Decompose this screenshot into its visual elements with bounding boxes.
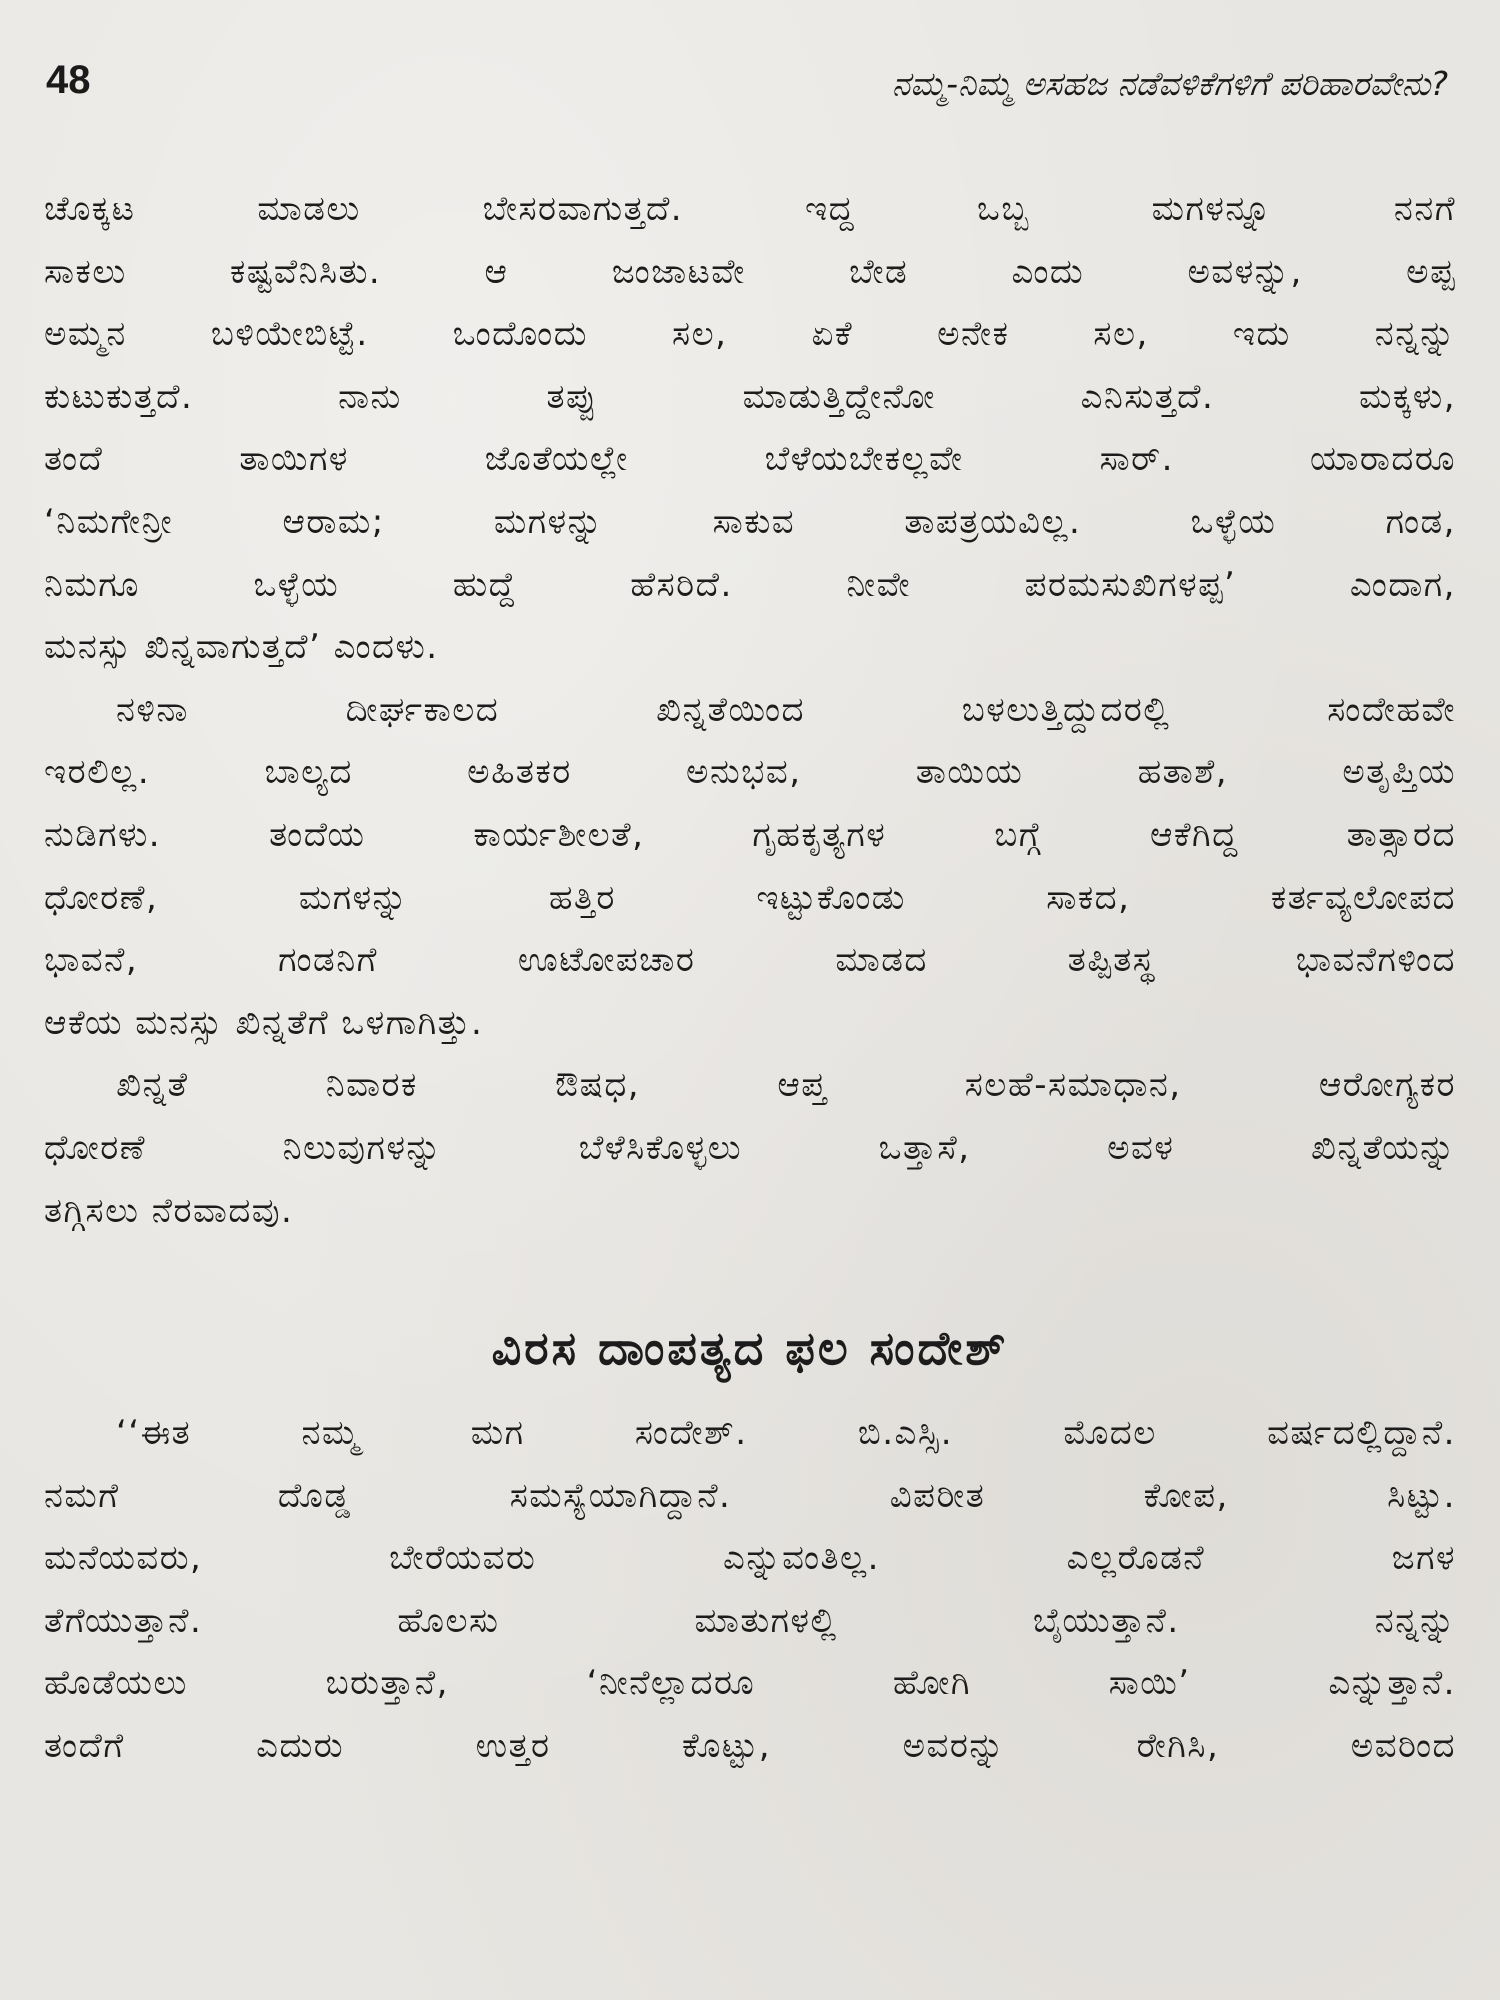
text-line: ಚೊಕ್ಕಟ ಮಾಡಲು ಬೇಸರವಾಗುತ್ತದೆ. ಇದ್ದ ಒಬ್ಬ ಮಗಳನ್ನೂ ನನಗೆ (44, 189, 1456, 229)
text-line: ತಂದೆ ತಾಯಿಗಳ ಜೊತೆಯಲ್ಲೇ ಬೆಳೆಯಬೇಕಲ್ಲವೇ ಸಾರ್. ಯಾರಾದರೂ (44, 439, 1456, 480)
paragraph-1 (44, 178, 1456, 679)
text-line: ಮನೆಯವರು, ಬೇರೆಯವರು ಎನ್ನುವಂತಿಲ್ಲ. ಎಲ್ಲರೊಡನೆ ಜಗಳ (44, 1538, 1456, 1579)
text-line: ಹೊಡೆಯಲು ಬರುತ್ತಾನೆ, ‘ನೀನೆಲ್ಲಾದರೂ ಹೋಗಿ ಸಾಯಿ’ ಎನ್ನುತ್ತಾನೆ. (44, 1663, 1456, 1704)
body-text (44, 178, 1456, 1778)
text-line: ಸಾಕಲು ಕಷ್ಟವೆನಿಸಿತು. ಆ ಜಂಜಾಟವೇ ಬೇಡ ಎಂದು ಅವಳನ್ನು, ಅಪ್ಪ (44, 251, 1456, 292)
text-line: ತೆಗೆಯುತ್ತಾನೆ. ಹೊಲಸು ಮಾತುಗಳಲ್ಲಿ ಬೈಯುತ್ತಾನೆ. ನನ್ನನ್ನು (44, 1600, 1456, 1641)
text-line: ತಗ್ಗಿಸಲು ನೆರವಾದವು. (44, 1190, 294, 1231)
text-line: ‘‘ಈತ ನಮ್ಮ ಮಗ ಸಂದೇಶ್. ಬಿ.ಎಸ್ಸಿ. ಮೊದಲ ವರ್ಷದಲ್ಲಿದ್ದಾನೆ. (116, 1413, 1456, 1454)
text-line: ಧೋರಣೆ ನಿಲುವುಗಳನ್ನು ಬೆಳೆಸಿಕೊಳ್ಳಲು ಒತ್ತಾಸೆ, ಅವಳ ಖಿನ್ನತೆಯನ್ನು (44, 1127, 1456, 1168)
text-line: ಇರಲಿಲ್ಲ. ಬಾಲ್ಯದ ಅಹಿತಕರ ಅನುಭವ, ತಾಯಿಯ ಹತಾಶೆ, ಅತೃಪ್ತಿಯ (44, 752, 1456, 793)
text-line: ಭಾವನೆ, ಗಂಡನಿಗೆ ಊಟೋಪಚಾರ ಮಾಡದ ತಪ್ಪಿತಸ್ಥ ಭಾವನೆಗಳಿಂದ (44, 940, 1456, 981)
text-line: ನಳಿನಾ ದೀರ್ಘಕಾಲದ ಖಿನ್ನತೆಯಿಂದ ಬಳಲುತ್ತಿದ್ದುದರಲ್ಲಿ ಸಂದೇಹವೇ (116, 689, 1456, 730)
text-line: ‘ನಿಮಗೇನ್ರೀ ಆರಾಮ; ಮಗಳನ್ನು ಸಾಕುವ ತಾಪತ್ರಯವಿಲ್ಲ. ಒಳ್ಳೆಯ ಗಂಡ, (44, 501, 1456, 542)
section-heading: ವಿರಸ ದಾಂಪತ್ಯದ ಫಲ ಸಂದೇಶ್ (491, 1321, 1009, 1376)
running-title: ನಮ್ಮ-ನಿಮ್ಮ ಅಸಹಜ ನಡೆವಳಿಕೆಗಳಿಗೆ ಪರಿಹಾರವೇನು? (891, 64, 1448, 103)
text-line: ಅಮ್ಮನ ಬಳಿಯೇಬಿಟ್ಟೆ. ಒಂದೊಂದು ಸಲ, ಏಕೆ ಅನೇಕ ಸಲ, ಇದು ನನ್ನನ್ನು (44, 314, 1456, 355)
text-line: ಕುಟುಕುತ್ತದೆ. ನಾನು ತಪ್ಪು ಮಾಡುತ್ತಿದ್ದೇನೋ ಎನಿಸುತ್ತದೆ. ಮಕ್ಕಳು, (44, 376, 1456, 417)
text-line: ಆಕೆಯ ಮನಸ್ಸು ಖಿನ್ನತೆಗೆ ಒಳಗಾಗಿತ್ತು. (44, 1002, 484, 1043)
text-line: ಮನಸ್ಸು ಖಿನ್ನವಾಗುತ್ತದೆ’ ಎಂದಳು. (44, 627, 439, 668)
paragraph-2 (44, 679, 1456, 1055)
text-line: ನುಡಿಗಳು. ತಂದೆಯ ಕಾರ್ಯಶೀಲತೆ, ಗೃಹಕೃತ್ಯಗಳ ಬಗ್ಗೆ ಆಕೆಗಿದ್ದ ತಾತ್ಸಾರದ (44, 814, 1456, 855)
text-line: ಖಿನ್ನತೆ ನಿವಾರಕ ಔಷಧ, ಆಪ್ತ ಸಲಹೆ-ಸಮಾಧಾನ, ಆರೋಗ್ಯಕರ (116, 1065, 1456, 1106)
text-line: ಧೋರಣೆ, ಮಗಳನ್ನು ಹತ್ತಿರ ಇಟ್ಟುಕೊಂಡು ಸಾಕದ, ಕರ್ತವ್ಯಲೋಪದ (44, 877, 1456, 918)
text-line: ನಮಗೆ ದೊಡ್ಡ ಸಮಸ್ಯೆಯಾಗಿದ್ದಾನೆ. ವಿಪರೀತ ಕೋಪ, ಸಿಟ್ಟು. (44, 1475, 1456, 1516)
paragraph-4 (44, 1402, 1456, 1778)
text-line: ನಿಮಗೂ ಒಳ್ಳೆಯ ಹುದ್ದೆ ಹೆಸರಿದೆ. ನೀವೇ ಪರಮಸುಖಿಗಳಪ್ಪ’ ಎಂದಾಗ, (44, 564, 1456, 605)
paragraph-3 (44, 1054, 1456, 1242)
text-line: ತಂದೆಗೆ ಎದುರು ಉತ್ತರ ಕೊಟ್ಟು, ಅವರನ್ನು ರೇಗಿಸಿ, ಅವರಿಂದ (44, 1726, 1456, 1767)
page-number: 48 (46, 58, 91, 102)
